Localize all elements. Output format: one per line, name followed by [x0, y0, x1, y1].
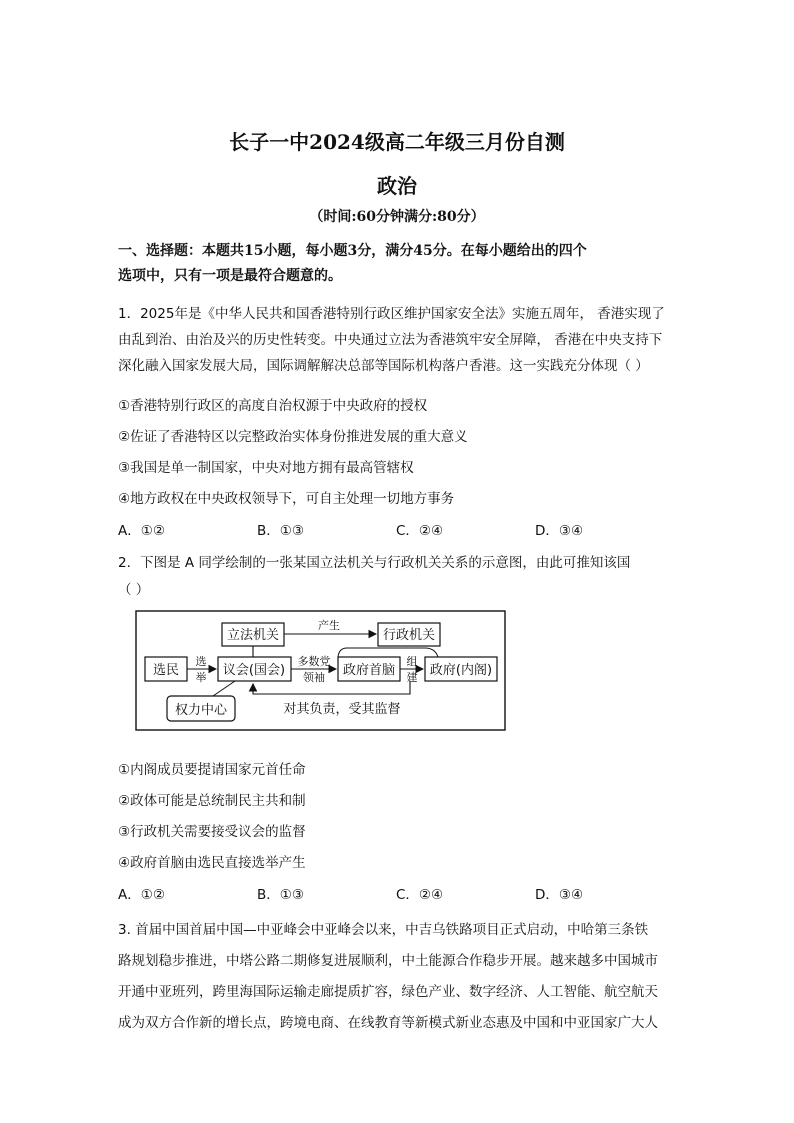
- q1-option-1: ①香港特别行政区的高度自治权源于中央政府的授权: [118, 398, 428, 414]
- responsible-label: 对其负责，受其监督: [283, 702, 401, 717]
- q1-option-2: ②佐证了香港特区以完整政治实体身份推进发展的重大意义: [118, 429, 468, 445]
- produce-label: 产生: [318, 619, 340, 632]
- elect-label-1: 选: [195, 655, 207, 668]
- legislature-executive-diagram: [135, 610, 507, 732]
- elect-label-2: 举: [195, 671, 207, 684]
- executive-label: 行政机关: [382, 628, 436, 643]
- q2-option-3: ③行政机关需要接受议会的监督: [118, 824, 306, 840]
- exam-title: 长子一中2024级高二年级三月份自测: [229, 130, 565, 154]
- power-center-pointer: [213, 681, 235, 696]
- q2-choice-a[interactable]: A．①②: [118, 887, 165, 903]
- q3-stem-line1: 3. 首届中国首届中国—中亚峰会中亚峰会以来，中吉乌铁路项目正式启动，中哈第三条铁: [118, 922, 649, 938]
- q2-stem-line2: （ ）: [118, 582, 150, 598]
- section-heading-line2: 选项中，只有一项是最符合题意的。: [118, 268, 342, 284]
- q1-choice-c[interactable]: C．②④: [396, 523, 444, 539]
- q1-choice-d[interactable]: D．③④: [535, 523, 584, 539]
- q1-stem-line3: 深化融入国家发展大局，国际调解解决总部等国际机构落户香港。这一实践充分体现（ ）: [118, 358, 649, 374]
- q1-choice-b[interactable]: B．①③: [257, 523, 304, 539]
- q2-option-4: ④政府首脑由选民直接选举产生: [118, 855, 306, 871]
- majority-label-1: 多数党: [297, 655, 331, 668]
- q2-stem-line1: 2．下图是 A 同学绘制的一张某国立法机关与行政机关关系的示意图，由此可推知该国: [118, 555, 631, 571]
- q1-option-4: ④地方政权在中央政权领导下，可自主处理一切地方事务: [118, 491, 455, 507]
- majority-label-2: 领袖: [303, 671, 325, 684]
- q3-stem-line4: 成为双方合作新的增长点，跨境电商、在线教育等新模式新业态惠及中国和中亚国家广大人: [118, 1015, 658, 1031]
- q1-choice-a[interactable]: A．①②: [118, 523, 165, 539]
- q1-stem-line1: 1．2025年是《中华人民共和国香港特别行政区维护国家安全法》实施五周年， 香港实现了: [118, 306, 665, 322]
- q2-option-2: ②政体可能是总统制民主共和制: [118, 793, 306, 809]
- subject-title: 政治: [377, 174, 417, 198]
- executive-brace: [338, 648, 438, 657]
- form-label-1: 组: [406, 655, 418, 668]
- q2-option-1: ①内阁成员要提请国家元首任命: [118, 762, 306, 778]
- q1-stem-line2: 由乱到治、由治及兴的历史性转变。中央通过立法为香港筑牢安全屏障， 香港在中央支持下: [118, 332, 663, 348]
- q2-choice-b[interactable]: B．①③: [257, 887, 304, 903]
- responsible-arrow: [253, 681, 410, 694]
- q3-stem-line2: 路规划稳步推进，中塔公路二期修复进展顺利，中土能源合作稳步开展。越来越多中国城市: [118, 953, 658, 969]
- section-heading-line1: 一、选择题：本题共15小题，每小题3分，满分45分。在每小题给出的四个: [118, 243, 587, 259]
- form-label-2: 建: [406, 671, 418, 684]
- cabinet-label: 政府(内阁): [429, 663, 493, 678]
- time-note: （时间:60分钟满分:80分）: [309, 209, 485, 225]
- q2-choice-c[interactable]: C．②④: [396, 887, 444, 903]
- head-label: 政府首脑: [342, 663, 396, 678]
- legislature-label: 立法机关: [226, 628, 280, 643]
- power-center-label: 权力中心: [174, 703, 228, 718]
- parliament-label: 议会(国会): [222, 663, 286, 678]
- q3-stem-line3: 开通中亚班列，跨里海国际运输走廊提质扩容，绿色产业、数字经济、人工智能、航空航天: [118, 984, 658, 1000]
- q2-choice-d[interactable]: D．③④: [535, 887, 584, 903]
- q1-option-3: ③我国是单一制国家，中央对地方拥有最高管辖权: [118, 460, 414, 476]
- voters-label: 选民: [152, 663, 180, 678]
